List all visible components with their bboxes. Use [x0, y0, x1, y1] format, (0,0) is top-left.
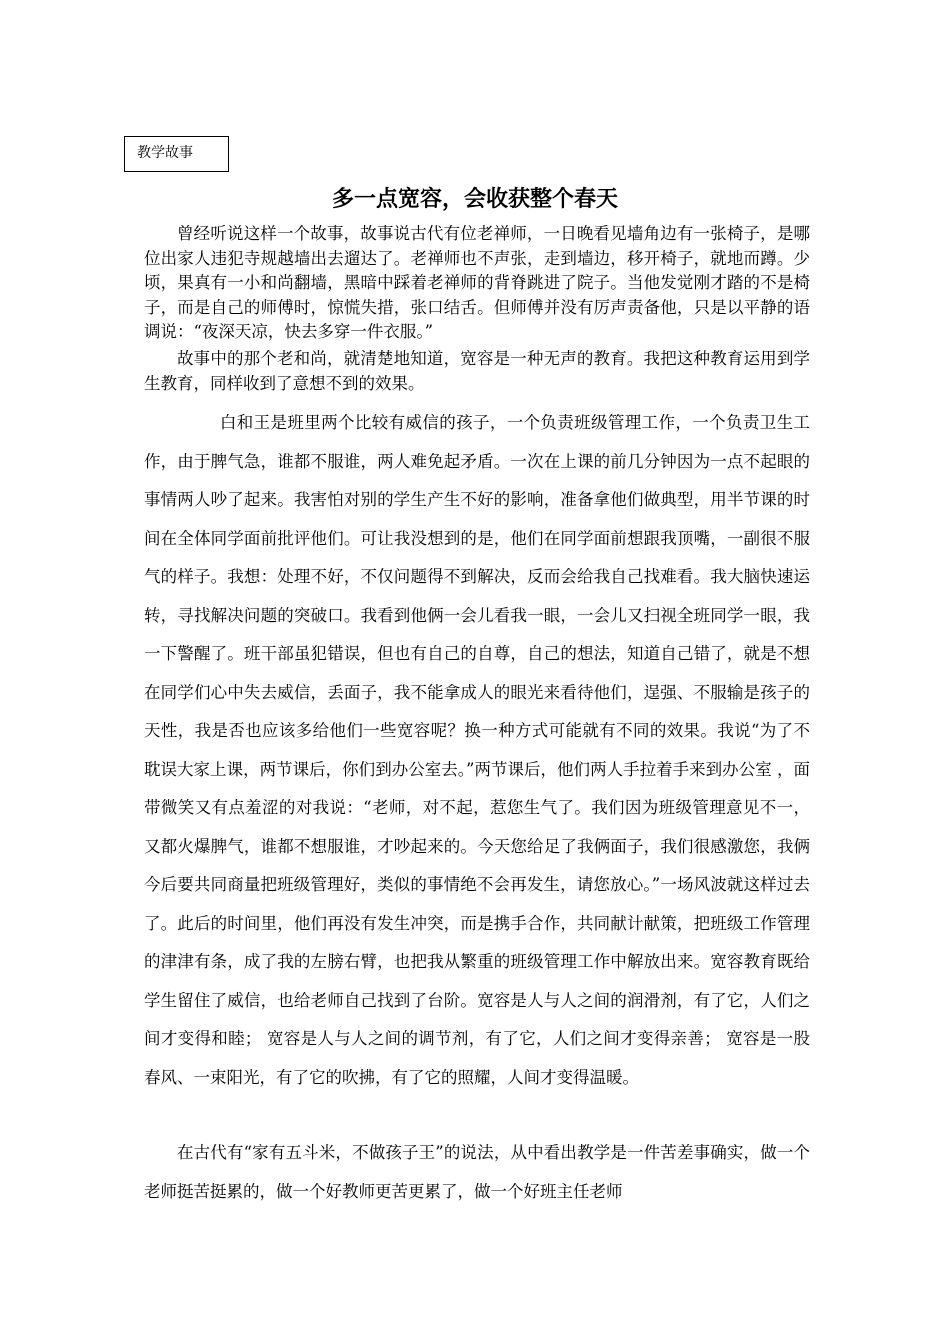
- paragraph-3: 白和王是班里两个比较有威信的孩子，一个负责班级管理工作，一个负责卫生工作，由于脾气急，谁都不服谁，两人难免起矛盾。一次在上课的前几分钟因为一点不起眼的事情两人吵了起来。我害怕对别的学生产生不好的影响，准备拿他们做典型，用半节课的时间在全体同学面前批评他们。可让我没想到的是，他们在同学面前想跟我顶嘴，一副很不服气的样子。我想：处理不好，不仅问题得不到解决，反而会给我自己找难看。我大脑快速运转，寻找解决问题的突破口。我看到他俩一会儿看我一眼，一会儿又扫视全班同学一眼，我一下警醒了。班干部虽犯错误，但也有自己的自尊，自己的想法，知道自己错了，就是不想在同学们心中失去威信，丢面子，我不能拿成人的眼光来看待他们，逞强、不服输是孩子的天性，我是否也应该多给他们一些宽容呢？换一种方式可能就有不同的效果。我说“为了不耽误大家上课，两节课后，你们到办公室去。”两节课后，他们两人手拉着手来到办公室 ，面带微笑又有点羞涩的对我说：“老师，对不起，惹您生气了。我们因为班级管理意见不一，又都火爆脾气，谁都不想服谁，才吵起来的。今天您给足了我俩面子，我们很感激您，我俩今后要共同商量把班级管理好，类似的事情绝不会再发生，请您放心。”一场风波就这样过去了。此后的时间里，他们再没有发生冲突，而是携手合作，共同献计献策，把班级工作管理的津津有条，成了我的左膀右臂，也把我从繁重的班级管理工作中解放出来。宽容教育既给学生留住了威信，也给老师自己找到了台阶。宽容是人与人之间的润滑剂，有了它，人们之间才变得和睦； 宽容是人与人之间的调节剂，有了它，人们之间才变得亲善； 宽容是一股春风、一束阳光，有了它的吹拂，有了它的照耀，人间才变得温暖。: [144, 413, 810, 1087]
- paragraph-1: 曾经听说这样一个故事，故事说古代有位老禅师，一日晚看见墙角边有一张椅子，是哪位出家人违犯寺规越墙出去遛达了。老禅师也不声张，走到墙边，移开椅子，就地而蹲。少顷，果真有一小和尚翻墙，黑暗中踩着老禅师的背脊跳进了院子。当他发觉刚才踏的不是椅子，而是自己的师傅时，惊慌失措，张口结舌。但师傅并没有厉声责备他，只是以平静的语调说：“夜深天凉，快去多穿一件衣服。”: [144, 224, 810, 341]
- paragraph-4: 在古代有“家有五斗米，不做孩子王”的说法，从中看出教学是一件苦差事确实，做一个老师挺苦挺累的，做一个好教师更苦更累了，做一个好班主任老师: [144, 1143, 810, 1201]
- paragraph-2: 故事中的那个老和尚，就清楚地知道，宽容是一种无声的教育。我把这种教育运用到学生教育，同样收到了意想不到的效果。: [144, 349, 810, 393]
- category-tag: 教学故事: [124, 136, 229, 172]
- page-title: 多一点宽容，会收获整个春天: [331, 187, 618, 212]
